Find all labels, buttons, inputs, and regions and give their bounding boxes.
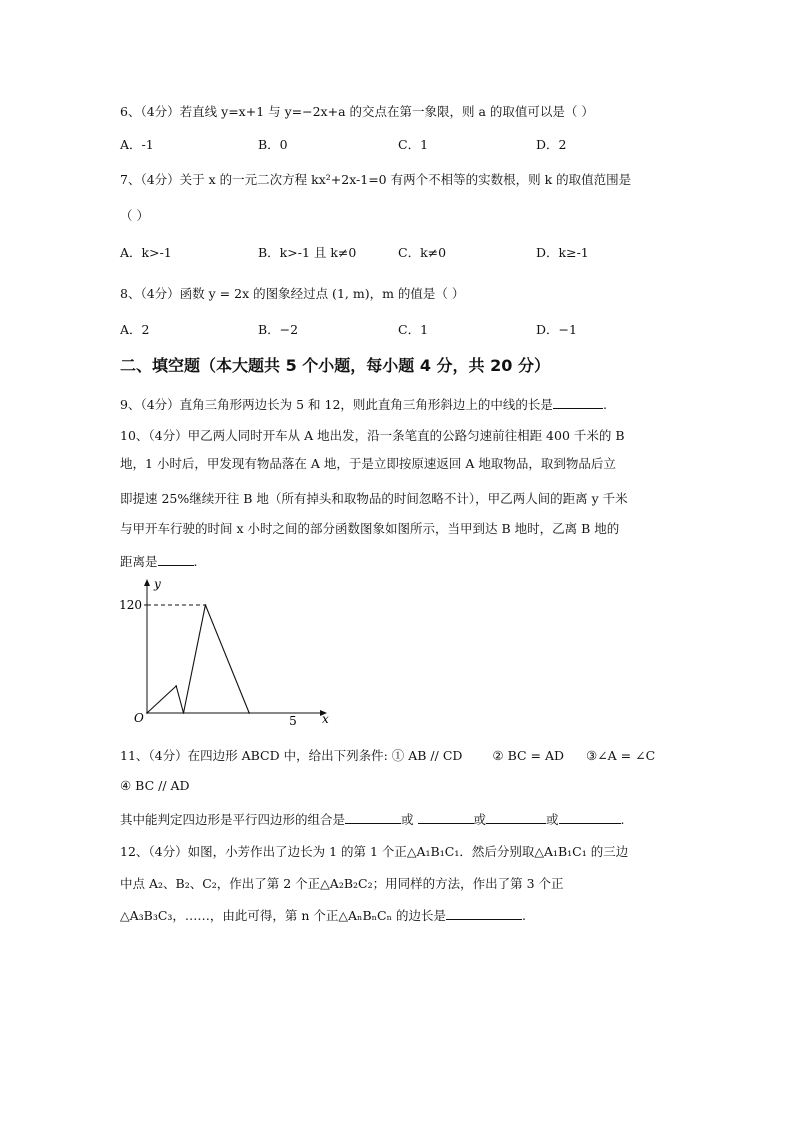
graph-point-3: [183, 712, 185, 714]
q11-or-2: 或: [473, 812, 487, 827]
q9-end: .: [602, 397, 607, 412]
graph-segment-4: [205, 605, 249, 713]
q9: [120, 396, 607, 413]
q7-option-b: B．k>-1 且 k≠0: [258, 245, 357, 260]
q12-line-2: 中点 A₂、B₂、C₂，作出了第 2 个正△A₂B₂C₂；用同样的方法，作出了第 3 个正: [120, 876, 564, 891]
graph-axes: [144, 579, 327, 716]
q8-option-d: D．−1: [536, 322, 577, 337]
q11-or-3: 或: [546, 812, 559, 827]
q12-line-3: △A₃B₃C₃，……，由此可得，第 n 个正△AₙBₙCₙ 的边长是: [120, 908, 447, 923]
q11-blank-2[interactable]: [418, 811, 474, 824]
q11-cond-2: ② BC = AD: [492, 748, 565, 763]
q9-answer-blank[interactable]: [553, 396, 603, 409]
graph-point-5: [248, 712, 250, 714]
q7-option-c: C．k≠0: [398, 245, 447, 260]
x-tick-label-5: 5: [289, 714, 297, 726]
q9-stem: 9、（4分）直角三角形两边长为 5 和 12，则此直角三角形斜边上的中线的长是: [120, 397, 553, 412]
q7-option-a: A．k>-1: [120, 245, 172, 260]
q10-line-5: [120, 553, 198, 570]
graph-segment-1: [147, 686, 176, 713]
q8-option-a: A．2: [120, 322, 150, 337]
q8-option-c: C．1: [398, 322, 429, 337]
q11-blank-1[interactable]: [345, 811, 401, 824]
graph-segment-3: [184, 605, 206, 713]
q6-stem: 6、（4分）若直线 y=x+1 与 y=−2x+a 的交点在第一象限，则 a 的取值可以是（ ）: [120, 104, 594, 119]
q11-cond-3: ③∠A = ∠C: [586, 748, 656, 763]
y-axis-label: y: [154, 577, 161, 591]
q12-line-3-wrap: [120, 907, 526, 924]
q10-answer-blank[interactable]: [158, 553, 194, 566]
graph-point-1: [146, 712, 148, 714]
q11-line-1: [120, 748, 655, 764]
q11-blank-4[interactable]: [559, 811, 621, 824]
q11-stem: 11、（4分）在四边形 ABCD 中，给出下列条件: ① AB // CD: [120, 748, 463, 763]
y-tick-label-120: 120: [119, 598, 142, 612]
q6-option-c: C．1: [398, 137, 429, 152]
q10-line-2: 地，1 小时后，甲发现有物品落在 A 地，于是立即按原速返回 A 地取物品，取到物品后立: [120, 456, 616, 471]
q6-option-b: B．0: [258, 137, 288, 152]
graph-segment-2: [176, 686, 183, 713]
q10-line-3: 即提速 25%继续开往 B 地（所有掉头和取物品的时间忽略不计），甲乙两人间的距离 y 千米: [120, 491, 628, 506]
q7-option-d: D．k≥-1: [536, 245, 589, 260]
q12-answer-blank[interactable]: [446, 907, 522, 920]
q11-ask-line: [120, 811, 625, 828]
q11-cond-4: ④ BC // AD: [120, 778, 190, 793]
q11-ask: 其中能判定四边形是平行四边形的组合是: [120, 812, 346, 827]
q11-or-1: 或: [401, 812, 414, 827]
q8-option-b: B．−2: [258, 322, 299, 337]
q12-end: .: [522, 908, 526, 923]
q7-stem: 7、（4分）关于 x 的一元二次方程 kx²+2x-1=0 有两个不相等的实数根，则 k 的取值范围是: [120, 172, 632, 187]
q6-option-d: D．2: [536, 137, 567, 152]
y-axis-arrow: [144, 579, 150, 586]
q10-line-4: 与甲开车行驶的时间 x 小时之间的部分函数图象如图所示，当甲到达 B 地时，乙离 B 地的: [120, 521, 620, 536]
q10-line-1: 10、（4分）甲乙两人同时开车从 A 地出发，沿一条笔直的公路匀速前往相距 400 千米的 B: [120, 428, 625, 443]
q8-stem: 8、（4分）函数 y = 2x 的图象经过点 (1, m)，m 的值是（ ）: [120, 286, 465, 301]
q10-last: 距离是: [120, 554, 158, 569]
graph-point-2: [175, 685, 177, 687]
origin-label: O: [134, 711, 144, 725]
q10-end: .: [193, 554, 198, 569]
section-title: 二、填空题（本大题共 5 个小题，每小题 4 分，共 20 分）: [120, 356, 550, 375]
q11-blank-3[interactable]: [486, 811, 546, 824]
q6-option-a: A．-1: [120, 137, 154, 152]
q7-stem-cont: （ ）: [120, 208, 149, 223]
q11-end: .: [620, 812, 625, 827]
distance-time-graph: [112, 576, 342, 726]
x-axis-label: x: [322, 712, 329, 726]
q12-line-1: 12、（4分）如图，小芳作出了边长为 1 的第 1 个正△A₁B₁C₁．然后分别取△A₁B₁C₁ 的三边: [120, 844, 629, 859]
graph-point-4: [205, 604, 207, 606]
